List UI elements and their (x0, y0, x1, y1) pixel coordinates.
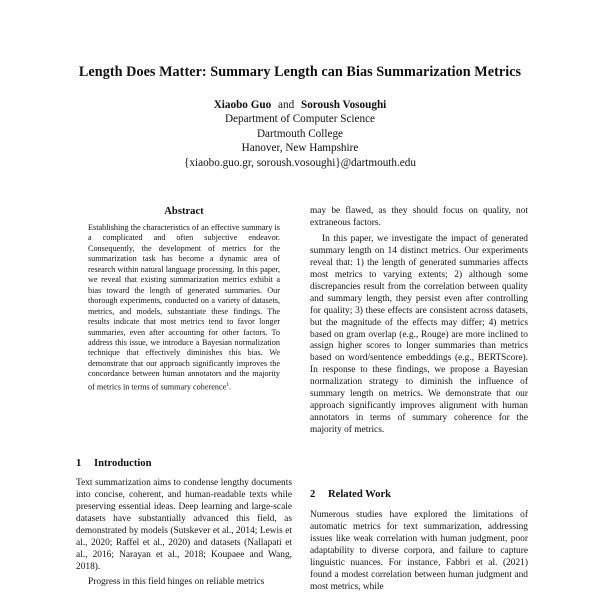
section-title: Related Work (328, 489, 392, 500)
abstract-end: . (228, 382, 232, 392)
paragraph: Progress in this field hinges on reliable metrics (88, 576, 265, 587)
abstract-body-text: Establishing the characteristics of an effective summary is a complicated and often subjective endeavor. Consequently, the development of metrics for the summarization task has become a dynamic area of research within natural language processing. In this paper, we reveal that existing summarization metrics exhibit a bias toward the length of generated summaries. Our thorough experiments, conducted on a variety of datasets, metrics, and models, substantiate these findings. The results indicate that most metrics tend to favor longer summaries, even after accounting for other factors. To address this issue, we introduce a Bayesian normalization technique that effectively diminishes this bias. We demonstrate that our approach significantly improves the concordance between human annotators and the majority of metrics in terms of summary coherence (88, 223, 280, 392)
right-column-intro (310, 206, 528, 437)
paper-title: Length Does Matter: Summary Length can Bias Summarization Metrics (78, 64, 522, 80)
paragraph-continuation: may be flawed, as they should focus on quality, not extraneous factors. (310, 206, 528, 228)
related-work-body (310, 510, 528, 594)
author-names (0, 98, 600, 112)
affiliation-line: Hanover, New Hampshire (241, 142, 359, 155)
section-heading-related-work (310, 489, 391, 500)
paragraph: Numerous studies have explored the limitations of automatic metrics for text summarization, addressing issues like weak correlation with human judgment, poor adaptability to diverse corpora, and failure to capture linguistic nuances. For instance, Fabbri et al. (2021) found a modest correlation between human judgment and most metrics, while (310, 510, 528, 592)
author-emails: {xiaobo.guo.gr, soroush.vosoughi}@dartmouth.edu (184, 156, 416, 169)
section-number: 1 (76, 458, 82, 469)
paragraph: Text summarization aims to condense lengthy documents into concise, coherent, and human-readable texts while preserving essential ideas. Deep learning and large-scale datasets have substantially advanced this field, as demonstrated by models (Sutskever et al., 2014; Lewis et al., 2020; Raffel et al., 2020) and datasets (Nallapati et al., 2016; Narayan et al., 2018; Koupaee and Wang, 2018). (76, 478, 292, 572)
section-heading-introduction (76, 458, 152, 469)
section-title: Introduction (94, 458, 152, 469)
author-separator: and (278, 99, 295, 111)
author-1: Xiaobo Guo (213, 99, 272, 111)
author-2: Soroush Vosoughi (300, 99, 387, 111)
abstract-text (88, 223, 280, 393)
affiliation-line: Dartmouth College (256, 127, 344, 140)
introduction-body (76, 478, 292, 589)
paragraph: In this paper, we investigate the impact of generated summary length on 14 distinct metrics. Our experiments reveal that: 1) the length of generated summaries affects most metrics to varying extents; 2) although some discrepancies result from the correlation between quality and summary length, they persist even after controlling for quality; 3) these effects are consistent across datasets, but the magnitude of the effects may differ; 4) metrics based on gram overlap (e.g., Rouge) are more inclined to assign higher scores to longer summaries than metrics based on word/sentence embeddings (e.g., BERTScore). In response to these findings, we propose a Bayesian normalization strategy to diminish the influence of summary length on metrics. We demonstrate that our approach significantly improves alignment with human annotators in terms of summary coherence for the majority of metrics. (310, 233, 528, 436)
footnote-marker: 1 (226, 381, 229, 388)
section-number: 2 (310, 489, 316, 500)
abstract-heading: Abstract (164, 206, 204, 217)
affiliation-line: Department of Computer Science (224, 113, 376, 126)
author-block (0, 98, 600, 170)
